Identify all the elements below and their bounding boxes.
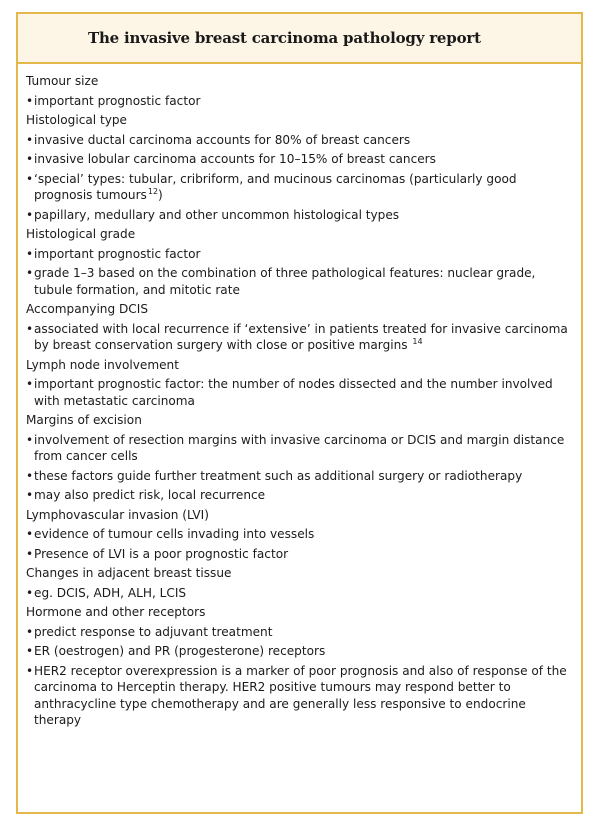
- bullet-item: [26, 171, 573, 204]
- section-heading: Tumour size: [26, 74, 99, 88]
- reference-superscript: 12: [147, 187, 159, 196]
- bullet-item: [26, 132, 573, 149]
- bullet-list: [26, 376, 573, 409]
- bullet-item: [26, 487, 573, 504]
- bullet-text: these factors guide further treatment such as additional surgery or radiotherapy: [34, 468, 523, 483]
- bullet-text: HER2 receptor overexpression is a marker of poor prognosis and also of response of the carcinoma to Herceptin therapy. HER2 positive tumours may respond better to anthracycline type chemotherapy and are generally less responsive to endocrine therapy: [34, 663, 567, 727]
- bullet-item: [26, 546, 573, 563]
- report-title: The invasive breast carcinoma pathology report: [88, 29, 481, 47]
- bullet-list: [26, 93, 573, 110]
- section-heading: Hormone and other receptors: [26, 605, 206, 619]
- report-content: [18, 64, 581, 729]
- report-section: [26, 507, 573, 563]
- bullet-list: [26, 526, 573, 562]
- section-heading: Margins of excision: [26, 413, 142, 427]
- section-heading: Histological grade: [26, 227, 136, 241]
- bullet-list: [26, 624, 573, 729]
- bullet-item: [26, 246, 573, 263]
- report-section: [26, 226, 573, 298]
- bullet-text: Presence of LVI is a poor prognostic factor: [34, 546, 289, 561]
- report-section: [26, 73, 573, 109]
- bullet-item: [26, 663, 573, 729]
- bullet-text: important prognostic factor: [34, 246, 201, 261]
- bullet-item: [26, 265, 573, 298]
- section-heading: Histological type: [26, 113, 127, 127]
- report-section: [26, 301, 573, 354]
- bullet-text: involvement of resection margins with invasive carcinoma or DCIS and margin distance from cancer cells: [34, 432, 565, 463]
- bullet-item: [26, 643, 573, 660]
- bullet-list: [26, 132, 573, 224]
- section-heading: Lymph node involvement: [26, 357, 179, 372]
- report-section: [26, 604, 573, 729]
- bullet-item: [26, 432, 573, 465]
- bullet-text: evidence of tumour cells invading into vessels: [34, 527, 315, 541]
- bullet-item: [26, 151, 573, 168]
- bullet-text: predict response to adjuvant treatment: [34, 624, 273, 639]
- bullet-item: [26, 585, 573, 602]
- bullet-list: [26, 246, 573, 299]
- bullet-text: papillary, medullary and other uncommon histological types: [34, 207, 400, 222]
- section-heading: Lymphovascular invasion (LVI): [26, 507, 209, 522]
- bullet-text: invasive lobular carcinoma accounts for 10–15% of breast cancers: [34, 152, 436, 166]
- bullet-item: [26, 468, 573, 485]
- bullet-item: [26, 376, 573, 409]
- report-section: [26, 112, 573, 223]
- bullet-text: may also predict risk, local recurrence: [34, 488, 266, 502]
- bullet-item: [26, 207, 573, 224]
- section-heading: Accompanying DCIS: [26, 302, 148, 316]
- bullet-text: important prognostic factor: [34, 93, 201, 108]
- report-section: [26, 412, 573, 504]
- bullet-list: [26, 585, 573, 602]
- bullet-text: important prognostic factor: the number of nodes dissected and the number involved with metastatic carcinoma: [34, 377, 553, 408]
- bullet-text: eg. DCIS, ADH, ALH, LCIS: [34, 585, 187, 600]
- bullet-item: [26, 93, 573, 110]
- report-box: [16, 12, 583, 814]
- reference-superscript: 14: [412, 337, 423, 346]
- bullet-text: ER (oestrogen) and PR (progesterone) receptors: [34, 644, 326, 658]
- bullet-text: invasive ductal carcinoma accounts for 80% of breast cancers: [34, 132, 411, 147]
- bullet-item: [26, 526, 573, 543]
- bullet-text: associated with local recurrence if ‘extensive’ in patients treated for invasive carcinoma by breast conservation surgery with close or positive margins: [34, 321, 568, 352]
- report-header: [18, 14, 581, 64]
- bullet-text: grade 1–3 based on the combination of three pathological features: nuclear grade, tubule formation, and mitotic rate: [34, 266, 536, 297]
- bullet-item: [26, 624, 573, 641]
- bullet-list: [26, 432, 573, 504]
- section-heading: Changes in adjacent breast tissue: [26, 566, 232, 580]
- bullet-item: [26, 321, 573, 354]
- bullet-suffix: ): [158, 188, 163, 202]
- bullet-text: ‘special’ types: tubular, cribriform, and mucinous carcinomas (particularly good prognosis tumours: [34, 171, 517, 202]
- report-section: [26, 357, 573, 410]
- bullet-list: [26, 321, 573, 354]
- report-section: [26, 565, 573, 601]
